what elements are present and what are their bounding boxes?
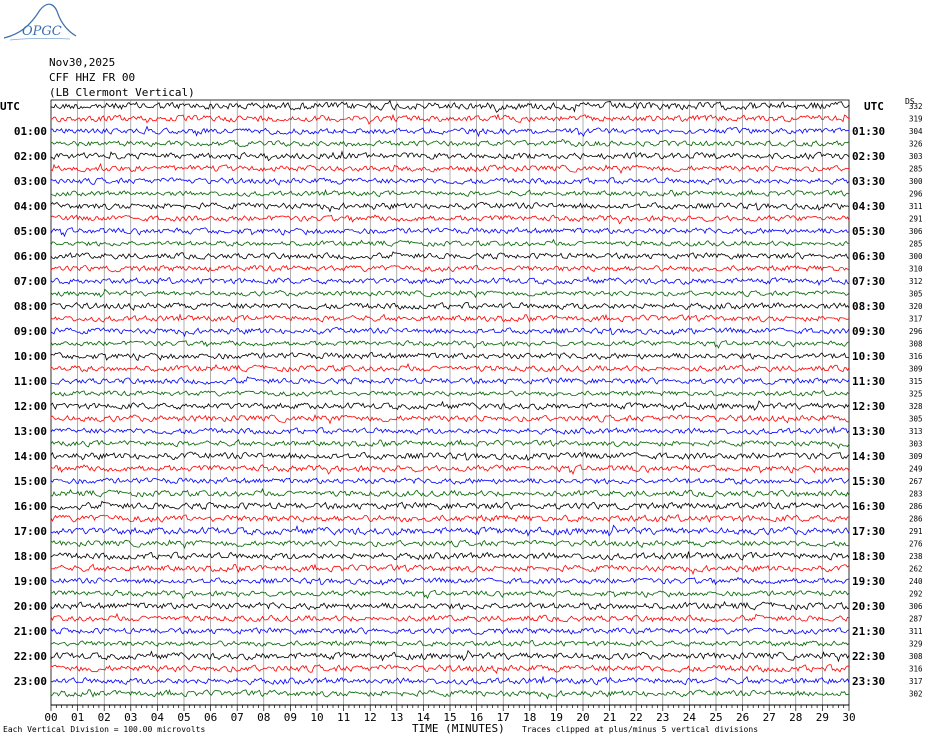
x-tick-label: 18 bbox=[523, 711, 537, 724]
logo-text: OPGC bbox=[22, 24, 62, 39]
x-tick-label: 02 bbox=[97, 711, 111, 724]
ds-value: 291 bbox=[909, 527, 923, 536]
halfhour-label-right: 09:30 bbox=[852, 325, 886, 338]
ds-value: 329 bbox=[909, 639, 923, 649]
ds-value: 283 bbox=[909, 489, 923, 499]
footer-scale-note: Each Vertical Division = 100.00 microvolts bbox=[3, 725, 206, 734]
ds-value: 285 bbox=[909, 239, 923, 249]
ds-label: DS bbox=[905, 97, 915, 106]
footer-clip-note: Traces clipped at plus/minus 5 vertical divisions bbox=[522, 725, 759, 734]
halfhour-label-right: 19:30 bbox=[852, 575, 886, 588]
ds-value: 303 bbox=[909, 152, 923, 161]
ds-value: 313 bbox=[909, 427, 923, 436]
x-tick-label: 29 bbox=[815, 711, 830, 724]
x-tick-label: 25 bbox=[709, 711, 723, 724]
halfhour-label-right: 21:30 bbox=[852, 625, 886, 638]
halfhour-label-right: 20:30 bbox=[852, 600, 886, 613]
ds-value: 249 bbox=[909, 464, 923, 474]
hour-label-left: 02:00 bbox=[13, 150, 47, 163]
x-tick-label: 27 bbox=[762, 711, 776, 724]
ds-value: 300 bbox=[909, 177, 923, 186]
hour-label-left: 17:00 bbox=[13, 525, 47, 538]
hour-label-left: 08:00 bbox=[13, 300, 47, 313]
ds-value: 308 bbox=[909, 652, 923, 661]
ds-value: 305 bbox=[909, 289, 923, 299]
location-label: (LB Clermont Vertical) bbox=[49, 86, 195, 99]
ds-value: 311 bbox=[909, 627, 923, 636]
x-tick-label: 14 bbox=[416, 711, 431, 724]
hour-label-left: 04:00 bbox=[13, 200, 47, 213]
hour-label-left: 07:00 bbox=[13, 275, 47, 288]
hour-label-left: 14:00 bbox=[13, 450, 47, 463]
x-tick-label: 07 bbox=[230, 711, 244, 724]
x-tick-label: 16 bbox=[469, 711, 484, 724]
halfhour-label-right: 03:30 bbox=[852, 175, 886, 188]
ds-value: 305 bbox=[909, 414, 923, 424]
hour-label-left: 15:00 bbox=[13, 475, 47, 488]
x-tick-label: 20 bbox=[576, 711, 590, 724]
x-tick-label: 24 bbox=[682, 711, 697, 724]
ds-value: 311 bbox=[909, 202, 923, 211]
x-tick-label: 09 bbox=[283, 711, 298, 724]
x-tick-label: 04 bbox=[150, 711, 165, 724]
hour-label-left: 19:00 bbox=[13, 575, 47, 588]
ds-value: 291 bbox=[909, 214, 923, 224]
ds-value: 296 bbox=[909, 327, 923, 336]
x-tick-label: 10 bbox=[310, 711, 324, 724]
hour-label-left: 09:00 bbox=[13, 325, 47, 338]
x-tick-label: 28 bbox=[789, 711, 803, 724]
hour-label-left: 16:00 bbox=[13, 500, 47, 513]
ds-value: 325 bbox=[909, 389, 923, 399]
halfhour-label-right: 06:30 bbox=[852, 250, 886, 263]
ds-value: 287 bbox=[909, 614, 923, 624]
x-tick-label: 12 bbox=[363, 711, 377, 724]
ds-value: 303 bbox=[909, 439, 923, 449]
hour-label-left: 11:00 bbox=[13, 375, 47, 388]
halfhour-label-right: 08:30 bbox=[852, 300, 886, 313]
hour-label-left: 20:00 bbox=[13, 600, 47, 613]
hour-label-left: 06:00 bbox=[13, 250, 47, 263]
x-tick-label: 23 bbox=[656, 711, 670, 724]
ds-value: 296 bbox=[909, 189, 923, 199]
hour-label-left: 13:00 bbox=[13, 425, 47, 438]
ds-value: 326 bbox=[909, 139, 923, 149]
ds-value: 316 bbox=[909, 352, 923, 361]
ds-value: 306 bbox=[909, 602, 923, 611]
halfhour-label-right: 14:30 bbox=[852, 450, 886, 463]
ds-value: 312 bbox=[909, 277, 923, 286]
ds-value: 240 bbox=[909, 577, 923, 586]
x-tick-label: 13 bbox=[390, 711, 404, 724]
halfhour-label-right: 01:30 bbox=[852, 125, 886, 138]
hour-label-left: 05:00 bbox=[13, 225, 47, 238]
hour-label-left: 18:00 bbox=[13, 550, 47, 563]
x-tick-label: 15 bbox=[443, 711, 457, 724]
halfhour-label-right: 18:30 bbox=[852, 550, 886, 563]
ds-value: 300 bbox=[909, 252, 923, 261]
ds-value: 328 bbox=[909, 402, 923, 411]
x-tick-label: 03 bbox=[124, 711, 138, 724]
x-tick-label: 17 bbox=[496, 711, 510, 724]
ds-value: 292 bbox=[909, 589, 923, 599]
ds-value: 315 bbox=[909, 377, 923, 386]
hour-label-left: 21:00 bbox=[13, 625, 47, 638]
ds-value: 319 bbox=[909, 114, 923, 124]
ds-value: 304 bbox=[909, 127, 923, 136]
date-label: Nov30,2025 bbox=[49, 56, 116, 69]
halfhour-label-right: 02:30 bbox=[852, 150, 886, 163]
x-tick-label: 01 bbox=[70, 711, 85, 724]
x-tick-label: 08 bbox=[257, 711, 271, 724]
ds-value: 317 bbox=[909, 677, 923, 686]
x-axis-title: TIME (MINUTES) bbox=[412, 722, 505, 735]
ds-value: 310 bbox=[909, 264, 923, 274]
ds-value: 285 bbox=[909, 164, 923, 174]
ds-value: 309 bbox=[909, 364, 923, 374]
x-tick-label: 21 bbox=[602, 711, 617, 724]
x-tick-label: 05 bbox=[177, 711, 191, 724]
hour-label-left: 03:00 bbox=[13, 175, 47, 188]
ds-value: 308 bbox=[909, 339, 923, 349]
hour-label-left: 12:00 bbox=[13, 400, 47, 413]
hour-label-left: 10:00 bbox=[13, 350, 47, 363]
x-tick-label: 22 bbox=[629, 711, 643, 724]
halfhour-label-right: 05:30 bbox=[852, 225, 886, 238]
hour-label-left: 01:00 bbox=[13, 125, 47, 138]
station-label: CFF HHZ FR 00 bbox=[49, 71, 136, 84]
halfhour-label-right: 22:30 bbox=[852, 650, 886, 663]
halfhour-label-right: 15:30 bbox=[852, 475, 886, 488]
ds-value: 317 bbox=[909, 314, 923, 324]
ds-value: 286 bbox=[909, 514, 923, 524]
x-tick-label: 19 bbox=[549, 711, 564, 724]
halfhour-label-right: 11:30 bbox=[852, 375, 886, 388]
ds-value: 276 bbox=[909, 539, 923, 549]
x-tick-label: 11 bbox=[336, 711, 351, 724]
halfhour-label-right: 23:30 bbox=[852, 675, 886, 688]
x-tick-label: 30 bbox=[842, 711, 856, 724]
hour-label-left: 22:00 bbox=[13, 650, 47, 663]
x-tick-label: 00 bbox=[44, 711, 58, 724]
ds-value: 302 bbox=[909, 689, 923, 699]
ds-value: 267 bbox=[909, 477, 923, 486]
utc-right-label: UTC bbox=[864, 100, 884, 113]
ds-value: 309 bbox=[909, 452, 923, 461]
halfhour-label-right: 12:30 bbox=[852, 400, 886, 413]
ds-value: 238 bbox=[909, 552, 923, 561]
halfhour-label-right: 07:30 bbox=[852, 275, 886, 288]
x-tick-label: 06 bbox=[203, 711, 218, 724]
ds-value: 316 bbox=[909, 664, 923, 674]
x-tick-label: 26 bbox=[735, 711, 750, 724]
ds-value: 286 bbox=[909, 502, 923, 511]
hour-label-left: 23:00 bbox=[13, 675, 47, 688]
halfhour-label-right: 10:30 bbox=[852, 350, 886, 363]
ds-value: 320 bbox=[909, 302, 923, 311]
halfhour-label-right: 13:30 bbox=[852, 425, 886, 438]
halfhour-label-right: 04:30 bbox=[852, 200, 886, 213]
ds-value: 332 bbox=[909, 102, 923, 111]
ds-value: 306 bbox=[909, 227, 923, 236]
utc-left-label: UTC bbox=[0, 100, 20, 113]
halfhour-label-right: 17:30 bbox=[852, 525, 886, 538]
ds-value: 262 bbox=[909, 564, 923, 574]
halfhour-label-right: 16:30 bbox=[852, 500, 886, 513]
